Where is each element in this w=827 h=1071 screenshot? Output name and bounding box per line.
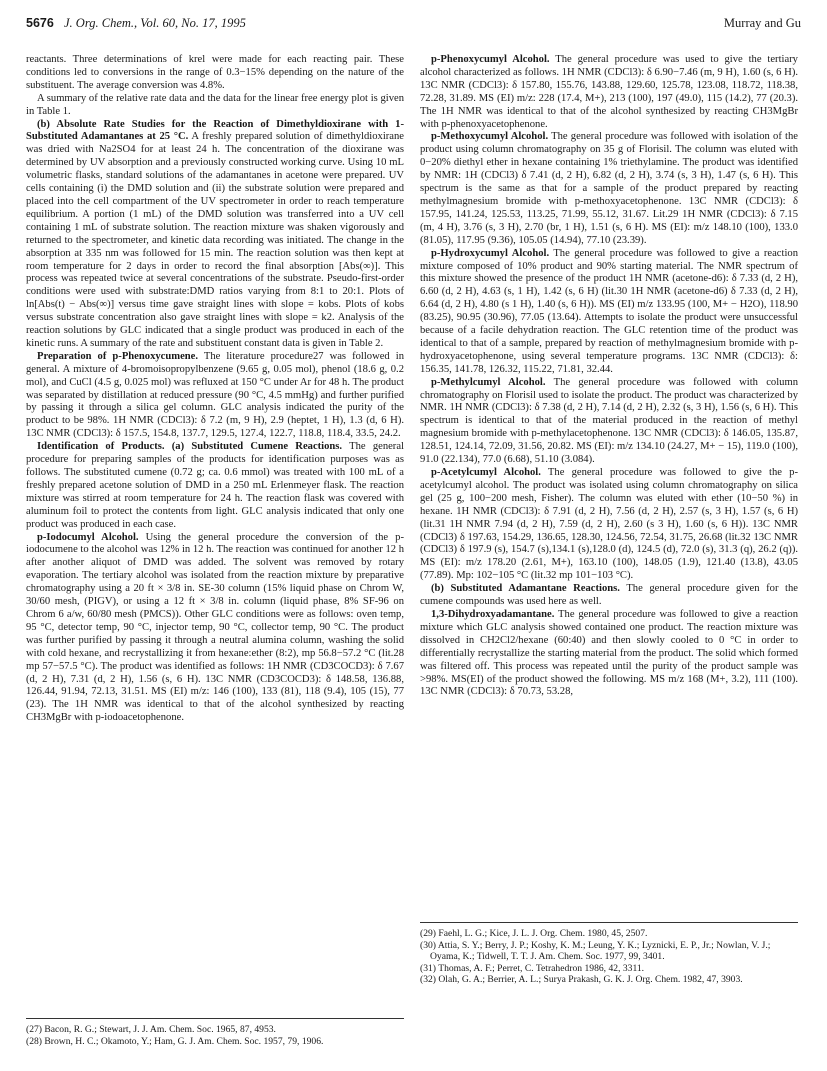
paragraph bbox=[420, 377, 798, 467]
paragraph bbox=[26, 119, 404, 351]
paragraph-heading: p-Phenoxycumyl Alcohol. bbox=[431, 54, 550, 65]
journal-citation: J. Org. Chem., Vol. 60, No. 17, 1995 bbox=[64, 16, 246, 30]
running-authors: Murray and Gu bbox=[723, 16, 801, 30]
footnote: (27) Bacon, R. G.; Stewart, J. J. Am. Chem. Soc. 1965, 87, 4953. bbox=[26, 1024, 276, 1035]
paragraph-text: The general procedure was followed to give a reaction mixture which GLC analysis showed contained one product. The reaction mixture was dissolved in CH2Cl2/hexane (60:40) and then slowly cooled to 0 °C in order to differentially recrystallize the starting material from the product. The solid which formed was filtered off. This process was repeated until the purity of the product sample was >98%. MS(EI) of the product showed the following. MS m/z 168 (M+, 3.2), 111 (100). 13C NMR (CDCl3): δ 70.73, 53.28, bbox=[420, 608, 798, 698]
paragraph bbox=[420, 54, 798, 131]
paragraph-heading: p-Methoxycumyl Alcohol. bbox=[431, 131, 549, 143]
paragraph bbox=[420, 248, 798, 377]
paragraph bbox=[26, 351, 404, 441]
right-column bbox=[420, 54, 798, 699]
footnote: (29) Faehl, L. G.; Kice, J. L. J. Org. Chem. 1980, 45, 2507. bbox=[420, 928, 648, 939]
paragraph bbox=[420, 609, 798, 699]
page-header bbox=[26, 16, 801, 36]
paragraph-text: The general procedure was followed with column chromatography on Florisil used to isolate the product. The product was characterized by NMR. 1H NMR (CDCl3): δ 7.38 (d, 2 H), 7.14 (d, 2 H), 2.32 (s, 3 H), 1.56 (s, 6 H). This spectrum is identical to that of the material produced in the reaction of methyl magnesium bromide with p-methylacetophenone. 13C NMR (CDCl3): δ 146.05, 135.87, 128.51, 124.14, 72.09, 31.56, 20.82. MS (EI): m/z 134.10 (24.27, M+ − 15), 119.0 (100), 91.0 (22.134), 77.0 (6.68), 51.10 (3.084). bbox=[420, 376, 798, 466]
paragraph-text: The general procedure was followed to give the p-acetylcumyl alcohol. The product was isolated using column chromatography on silica gel (25 g, 100−200 mesh, Fisher). The column was eluted with ether (10−50 %) in hexane. 1H NMR (CDCl3): δ 7.91 (d, 2 H), 7.56 (d, 2 H), 2.57 (s, 3 H), 1.57 (s, 6 H) (lit.31 1H NMR 7.94 (d, 2 H), 7.59 (d, 2 H), 2.60 (s 3 H), 1.60 (s, 6 H)). 13C NMR (CDCl3) δ 197.63, 154.29, 136.65, 128.30, 124.56, 72.54, 31.75, 26.68 (lit.32 13C NMR (CDCl3) δ 197.9 (s), 154.7 (s),134.1 (s),128.0 (d), 124.5 (d), 72.0 (s), 31.3 (q), 26.2 (q)). MS (EI): m/z 178.20 (2.61, M+), 163.10 (100), 148.05 (1.9), 121.40 (13.8), 43.05 (77.89). Mp: 102−105 °C (lit.32 mp 101−103 °C). bbox=[420, 467, 798, 582]
footnote: (31) Thomas, A. F.; Perret, C. Tetrahedron 1986, 42, 3311. bbox=[420, 962, 645, 974]
paragraph bbox=[26, 441, 404, 531]
left-column bbox=[26, 54, 404, 725]
paragraph-text: The general procedure given for the cumene compounds was used here as well. bbox=[420, 583, 798, 608]
paragraph-heading: Identification of Products. (a) Substituted Cumene Reactions. bbox=[37, 441, 343, 453]
paragraph bbox=[26, 532, 404, 726]
paragraph bbox=[26, 93, 404, 119]
footnote: (28) Brown, H. C.; Okamoto, Y.; Ham, G. J. Am. Chem. Soc. 1957, 79, 1906. bbox=[26, 1035, 324, 1047]
footnotes-right bbox=[420, 922, 798, 986]
footnote: (30) Attia, S. Y.; Berry, J. P.; Koshy, K. M.; Leung, Y. K.; Lyznicki, E. P., Jr.; Nowlan, V. J.; Oyama, K.; Tidwell, T. T. J. Am. Chem. Soc. 1977, 99, 3401. bbox=[420, 939, 771, 963]
paragraph-text: Using the general procedure the conversion of the p-iodocumene to the alcohol was 12% in 12 h. The reaction was continued for another 12 h after another aliquot of DMD was added. The solvent was removed by rotary evaporation. The tertiary alcohol was isolated from the reaction mixture by preparative chromatography using a 20 ft × 3/8 in. SE-30 column (15% liquid phase on Chrom W, 30/60 mesh, (PIGV), or using a 12 ft × 3/8 in. column (liquid phase, 8% SF-96 on Chrom 6 a/w, 60/80 mesh (PMCS)). Other GLC conditions were as follows: oven temp, 95 °C, detector temp, 90 °C, injector temp, 90 °C, collector temp, 90 °C. The product was further purified by passing it through a neutral alumina column, washing the solid with cold hexane, and recrystallizing it from hexane:ether (8:2), mp 56.8−57.2 °C (lit.28 mp 57−57.5 °C). The product was identified as follows: 1H NMR (CD3COCD3): δ 7.67 (d, 2 H), 7.31 (d, 2 H), 1.56 (s, 6 H). 13C NMR (CD3COCD3): δ 148.58, 136.88, 126.44, 91.94, 72.13, 31.51. MS (EI) m/z: 146 (100), 133 (81), 118 (9.4), 105 (15), 77 (23). The 1H NMR was identical to that of the alcohol synthesized by reacting CH3MgBr with p-iodoacetophenone. bbox=[26, 531, 405, 724]
paragraph-text: The literature procedure27 was followed in general. A mixture of 4-bromoisopropylbenzene (9.65 g, 0.05 mol), phenol (18.6 g, 0.2 mol), and CuCl (4.5 g, 0.025 mol) was refluxed at 150 °C under Ar for 48 h. The product was separated by distillation at reduced pressure (90 °C, 4.5 mmHg) and further purified by passing it through a silica gel column. GLC analysis indicated the purity of the product to be 98%. 1H NMR (CDCl3): δ 7.2 (m, 9 H), 2.9 (heptet, 1 H), 1.3 (d, 6 H). 13C NMR (CDCl3): δ 157.5, 154.8, 137.7, 129.5, 127.4, 122.7, 118.8, 118.4, 33.5, 24.2. bbox=[26, 350, 404, 440]
paragraph-text: The general procedure was used to give the tertiary alcohol characterized as follows. 1H NMR (CDCl3): δ 6.90−7.46 (m, 9 H), 1.60 (s, 6 H). 13C NMR (CDCl3): δ 157.80, 155.76, 143.88, 129.60, 125.78, 123.08, 118.72, 118.38, 72.28, 31.89. MS (EI) m/z: 228 (17.4, M+), 213 (100), 197 (49.0), 115 (14.2), 77 (20.3). The 1H NMR was identical to that of the alcohol synthesized by reacting CH3MgBr with p-phenoxyacetophenone. bbox=[420, 54, 798, 130]
paragraph bbox=[420, 583, 798, 609]
paragraph bbox=[26, 54, 404, 93]
page-number: 5676 bbox=[26, 16, 54, 30]
paragraph-text: The general procedure was followed to give a reaction mixture composed of 10% product and 90% starting material. The NMR spectrum of this mixture showed the presence of the product 1H NMR (acetone-d6): δ 7.33 (d, 2 H), 6.60 (d, 2 H), 4.63 (s, 1 H), 1.42 (s, 6 H) (lit.30 1H NMR (acetone-d6) δ 7.33 (d, 2 H), 6.64 (d, 2 H), 4.80 (s 1 H), 1.40 (s, 6 H)). MS (EI) m/z 133.95 (100, M+ − H2O), 118.90 (83.25), 90.95 (30.96), 77.05 (13.64). Attempts to isolate the product were unsuccessful because of a facile dehydration reaction. The GLC retention time of the product was identical to that of a sample, prepared by reaction of methylmagnesium bromide with p-hydroxyacetophenone, using several temperature programs. 13C NMR (CDCl3): δ: 156.35, 141.78, 126.32, 115.22, 71.81, 32.44. bbox=[420, 247, 798, 375]
paragraph-heading: 1,3-Dihydroxyadamantane. bbox=[431, 608, 555, 620]
paragraph-text: The general procedure for preparing samples of the products for identification purposes was as follows. The substituted cumene (0.72 g; ca. 0.6 mmol) was treated with 100 mL of a freshly prepared acetone solution of DMD in a 250 mL Erlenmeyer flask. The reaction mixture was stirred at room temperature for 24 h. The reaction flask was covered with aluminum foil to protect the contents from light. GLC analysis indicated that only one product was produced in each case. bbox=[26, 441, 404, 530]
paragraph-text: A summary of the relative rate data and the data for the linear free energy plot is given in Table 1. bbox=[26, 92, 404, 117]
paragraph-heading: (b) Substituted Adamantane Reactions. bbox=[431, 583, 620, 595]
paragraph-text: The general procedure was followed with isolation of the product using column chromatography on 35 g of Florisil. The column was eluted with 0−20% diethyl ether in hexane containing 1% triethylamine. The product was identified by NMR: 1H (CDCl3) δ 7.41 (d, 2 H), 6.82 (d, 2 H), 3.74 (s, 3 H), 1.47 (s, 6 H). This spectrum is the same as that for a sample of the product prepared by reacting methylmagnesium bromide with p-methoxyacetophenone. 13C NMR (CDCl3): δ 157.95, 141.24, 125.53, 113.25, 71.99, 55.12, 31.67. Lit.29 1H NMR (CDCl3): δ 7.15 (m, 4 H), 3.76 (s, 3 H), 2.70 (br, 1 H), 1.51 (s, 6 H). MS (EI): m/z 148.10 (100), 133.0 (81.05), 117.95 (9.36), 105.05 (14.94), 77.10 (23.39). bbox=[420, 131, 798, 246]
paragraph-heading: (b) Absolute Rate Studies for the Reaction of Dimethyldioxirane with 1-Substituted Adamantanes at 25 °C. bbox=[26, 118, 404, 143]
paragraph-heading: Preparation of p-Phenoxycumene. bbox=[37, 350, 199, 362]
paragraph bbox=[420, 467, 798, 583]
paragraph-heading: p-Acetylcumyl Alcohol. bbox=[431, 467, 541, 478]
paragraph-heading: p-Hydroxycumyl Alcohol. bbox=[431, 247, 550, 259]
paragraph-text: A freshly prepared solution of dimethyldioxirane was dried with Na2SO4 for at least 24 h. The concentration of the dioxirane was determined by UV absorption and a previously constructed working curve. Using 10 mL volumetric flasks, standard solutions of the adamantanes in acetone were prepared. UV cells containing (i) the DMD solution and (ii) the substrate solution were prepared and placed into the cell compartment of the UV spectrometer in order to reach temperature equilibrium. A portion (1 mL) of the DMD solution was transferred into a UV cell containing 1 mL of substrate solution. The reaction mixture was shaken vigorously and returned to the spectrometer, and kinetic data recording was initiated. The change in the absorption at 335 nm was followed for 15 min. The reaction solution was then kept at room temperature for 2 days in order to record the final absorption [Abs(∞)]. This process was repeated twice at several concentrations of the substrate. Pseudo-first-order conditions were used with substrate:DMD ratios varying from 8:1 to 20:1. Plots of ln[Abs(t) − Abs(∞)] versus time gave straight lines with slope = kobs. Plots of kobs versus substrate concentration also gave straight lines with slope = k2. Analysis of the reaction solutions by GLC indicated that a single product was produced in each of the kinetic runs. A summary of the rate and substituent constant data is given in Table 2. bbox=[26, 131, 404, 349]
paragraph-text: reactants. Three determinations of krel were made for each reacting pair. These conditions led to conversions in the range of 0.3−15% depending on the nature of the substituent. The average conversion was 4.8%. bbox=[26, 54, 404, 91]
footnotes-left bbox=[26, 1018, 404, 1047]
paragraph bbox=[420, 131, 798, 247]
paragraph-heading: p-Iodocumyl Alcohol. bbox=[37, 531, 139, 543]
paragraph-heading: p-Methylcumyl Alcohol. bbox=[431, 376, 546, 388]
footnote: (32) Olah, G. A.; Berrier, A. L.; Surya Prakash, G. K. J. Org. Chem. 1982, 47, 3903. bbox=[420, 974, 743, 986]
